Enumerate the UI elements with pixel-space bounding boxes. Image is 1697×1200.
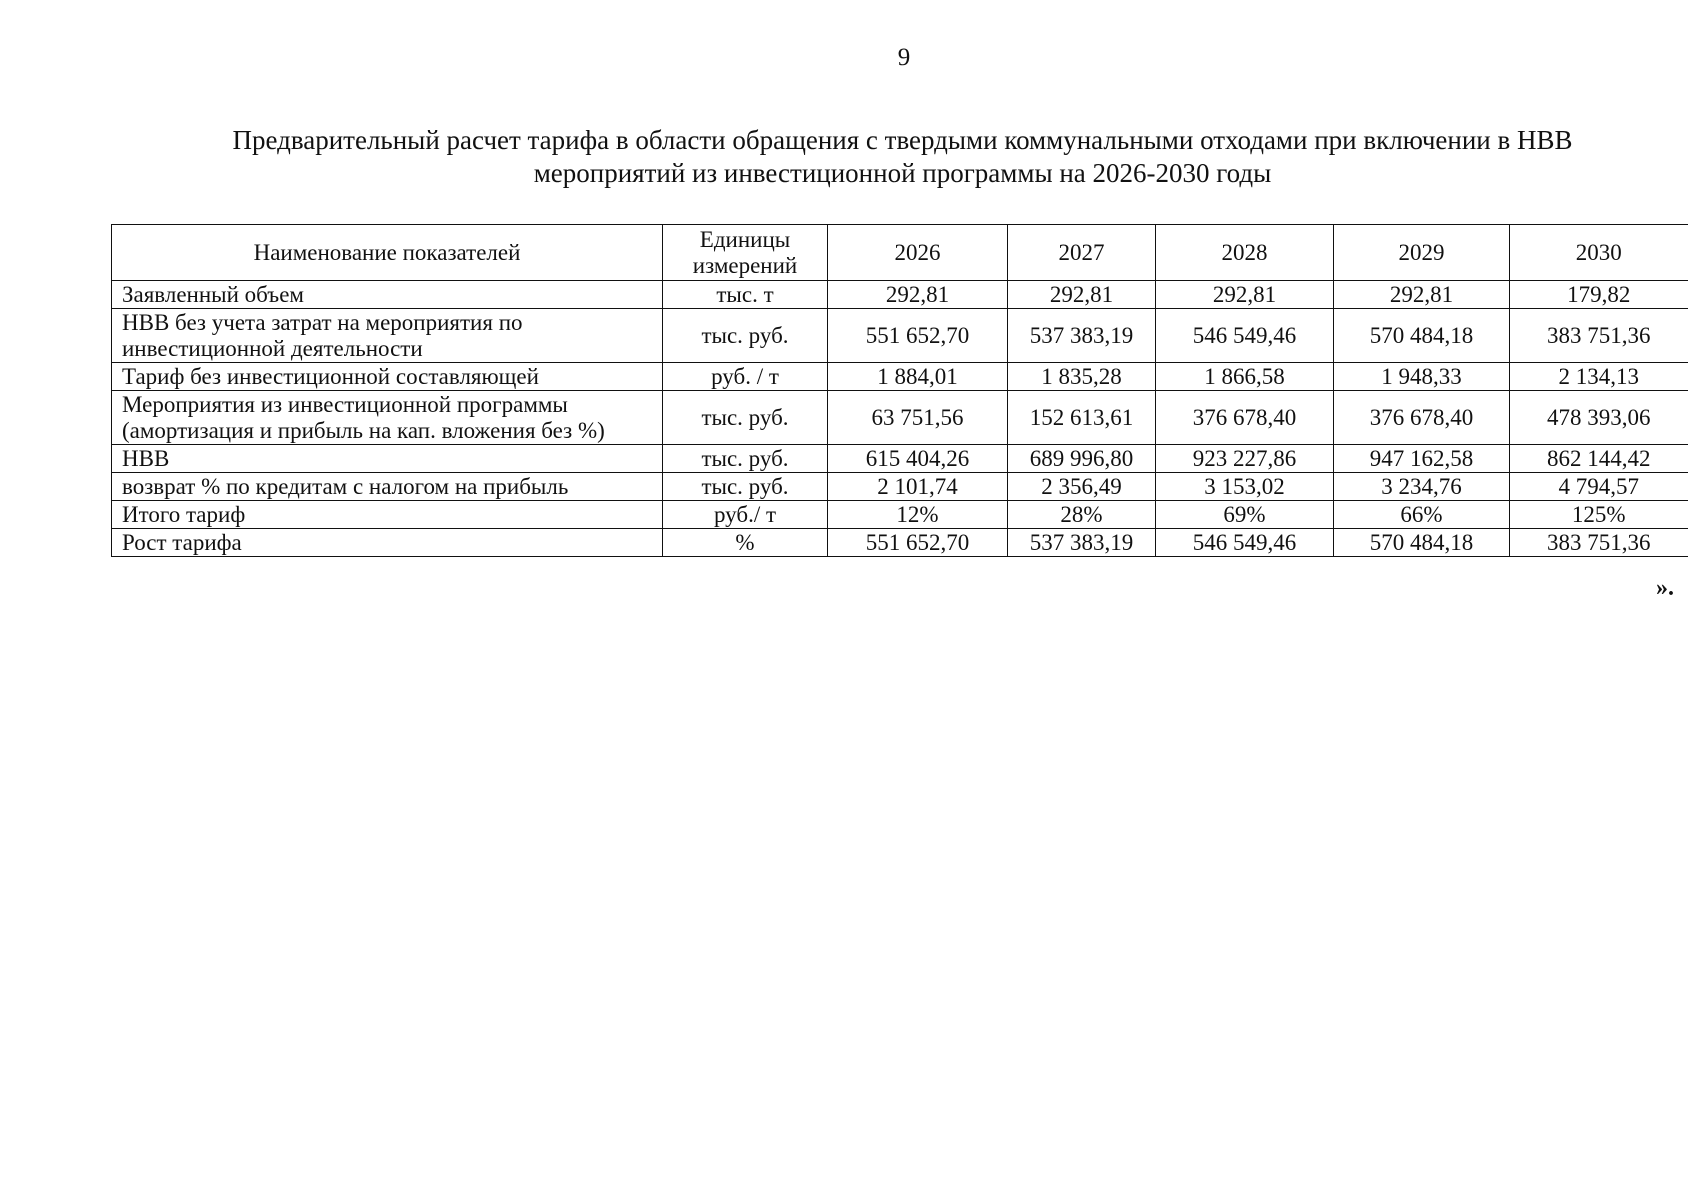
row-indicator-name [112,281,663,309]
header-year: 2027 [1008,225,1156,281]
row-name-line-1: Заявленный объем [122,281,304,307]
title-line-1: Предварительный расчет тарифа в области обращения с твердыми коммунальными отходами при включении в НВВ [232,125,1573,155]
row-unit: тыс. руб. [663,445,828,473]
row-value-2030: 2 134,13 [1510,363,1688,391]
row-value-2026: 551 652,70 [828,309,1008,363]
row-value-2030: 125% [1510,501,1688,529]
table-row [112,391,1688,445]
table-row [112,445,1688,473]
row-value-2028: 546 549,46 [1156,529,1334,557]
page-number: 9 [897,44,911,71]
header-year: 2028 [1156,225,1334,281]
row-unit: тыс. руб. [663,309,828,363]
row-value-2029: 1 948,33 [1334,363,1510,391]
header-unit-line-2: измерений [692,252,798,278]
row-value-2029: 570 484,18 [1334,529,1510,557]
row-value-2026: 292,81 [828,281,1008,309]
row-indicator-name [112,473,663,501]
row-value-2030: 478 393,06 [1510,391,1688,445]
row-value-2028: 923 227,86 [1156,445,1334,473]
header-year: 2030 [1510,225,1688,281]
tariff-table [111,224,1688,557]
row-unit: руб. / т [663,363,828,391]
row-indicator-name [112,501,663,529]
title-line-2: мероприятий из инвестиционной программы на 2026-2030 годы [533,158,1272,188]
row-indicator-name [112,529,663,557]
row-name-line-1: Рост тарифа [122,529,242,555]
row-value-2026: 551 652,70 [828,529,1008,557]
table-row [112,501,1688,529]
row-unit: руб./ т [663,501,828,529]
document-title [170,124,1635,190]
row-unit: тыс. руб. [663,473,828,501]
row-value-2027: 28% [1008,501,1156,529]
row-value-2029: 292,81 [1334,281,1510,309]
row-value-2027: 1 835,28 [1008,363,1156,391]
row-value-2028: 1 866,58 [1156,363,1334,391]
row-value-2030: 4 794,57 [1510,473,1688,501]
table-row [112,309,1688,363]
row-name-line-1: возврат % по кредитам с налогом на прибыль [122,473,569,499]
header-unit [663,225,828,281]
row-value-2027: 2 356,49 [1008,473,1156,501]
row-value-2029: 66% [1334,501,1510,529]
row-value-2027: 537 383,19 [1008,309,1156,363]
row-value-2027: 689 996,80 [1008,445,1156,473]
row-value-2030: 862 144,42 [1510,445,1688,473]
row-value-2026: 12% [828,501,1008,529]
header-unit-line-1: Единицы [699,226,791,252]
row-name-line-2: инвестиционной деятельности [122,335,423,361]
row-indicator-name [112,363,663,391]
table-row [112,473,1688,501]
row-unit: тыс. т [663,281,828,309]
row-indicator-name [112,391,663,445]
row-value-2029: 3 234,76 [1334,473,1510,501]
row-name-line-1: Мероприятия из инвестиционной программы [122,391,568,417]
row-value-2030: 383 751,36 [1510,529,1688,557]
table-row [112,363,1688,391]
row-value-2027: 152 613,61 [1008,391,1156,445]
row-value-2027: 537 383,19 [1008,529,1156,557]
row-value-2029: 376 678,40 [1334,391,1510,445]
row-indicator-name [112,309,663,363]
row-unit: тыс. руб. [663,391,828,445]
row-value-2028: 292,81 [1156,281,1334,309]
row-value-2028: 376 678,40 [1156,391,1334,445]
row-name-line-1: Тариф без инвестиционной составляющей [122,363,539,389]
row-value-2026: 2 101,74 [828,473,1008,501]
table-row [112,281,1688,309]
row-value-2027: 292,81 [1008,281,1156,309]
row-value-2030: 383 751,36 [1510,309,1688,363]
row-value-2026: 1 884,01 [828,363,1008,391]
header-year: 2029 [1334,225,1510,281]
row-name-line-1: НВВ [122,445,170,471]
row-value-2028: 3 153,02 [1156,473,1334,501]
row-name-line-1: НВВ без учета затрат на мероприятия по [122,309,523,335]
header-name: Наименование показателей [112,225,663,281]
table-row [112,529,1688,557]
row-value-2026: 63 751,56 [828,391,1008,445]
row-value-2026: 615 404,26 [828,445,1008,473]
row-value-2028: 69% [1156,501,1334,529]
row-value-2028: 546 549,46 [1156,309,1334,363]
row-name-line-2: (амортизация и прибыль на кап. вложения без %) [122,417,605,443]
row-unit: % [663,529,828,557]
row-name-line-1: Итого тариф [122,501,246,527]
closing-quote-mark: ». [1656,575,1674,601]
row-value-2030: 179,82 [1510,281,1688,309]
header-year: 2026 [828,225,1008,281]
table-header-row [112,225,1688,281]
row-value-2029: 570 484,18 [1334,309,1510,363]
row-indicator-name [112,445,663,473]
row-value-2029: 947 162,58 [1334,445,1510,473]
